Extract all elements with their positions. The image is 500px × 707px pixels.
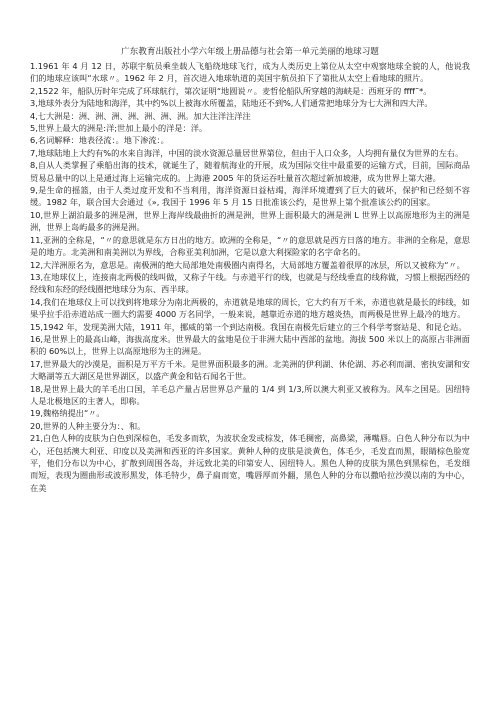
question-3: 3,地球外表分为陆地和海洋，其中约%以上被海水所覆盖，陆地还不到%,人们通常把地球分为七大洲和四大洋。 [30,98,433,109]
question-11: 11,亚洲的全称是，“〃的意思就是东方日出的地方。欧洲的全称是，“〃的意思就是西方日落的地方。非洲的全称是，意思是的地方。北美洲和南美洲以为界线，合称亚美利加洲，它是以意大利探险家的名字命名的。 [30,234,470,258]
question-9: 9,是生命的摇篮，由于人类过度开发和不当利用，海洋资源日益枯竭，海洋环境遭到了巨大的破坏，保护和已经刻不容缓。1982 年，联合国大会通过《», 我国于 1996 年 5 月 15 日批准该公约，是世界上第个批准该公约的国家。 [30,185,470,208]
question-19: 19,魏格纳提出“〃。 [30,408,105,419]
question-8: 8,自从人类掌握了乘船出海的技术，就诞生了，随着航海业的开展，成为国际交往中最重要的运输方式，目前，国际商品贸易总量中的以上是通过海上运输完成的。上海港 2005 年的货运吞吐量首次超过新加坡港，成为世界上第大港。 [30,160,470,183]
question-10: 10,世界上湖泊最多的洲是洲，世界上海岸线最曲折的洲是洲，世界上面积最大的洲是洲 L 世界上以高原地形为主的洲是洲，世界上岛屿最多的洲是洲。 [30,209,470,233]
question-15: 15,1942 年，发现美洲大陆，1911 年，挪威的第一个到达南极。我国在南极先后建立的三个科学考察站是、和昆仑站。 [30,321,467,332]
question-12: 12,大洋洲原名为，意思是。南极洲的绝大局部地处南极圈内南得名，大局部地方覆盖着很厚的冰层，所以又被称为“〃。 [30,259,465,270]
question-16: 16,是世界上的最高山峰，海拔高度米。世界最大的盆地是位于非洲大陆中西部的盆地。海拔 500 米以上的高原占非洲面积的 60%以上，世界上以高原地形为主的洲是。 [30,333,470,357]
question-1: 1.1961 年 4 月 12 日，苏联宇航员乘坐载人飞船绕地球飞行，成为人类历史上第位从太空中观察地球全貌的人，他说我们的地球应该叫“水球〃。1962 年 2 月，首次进入地球轨道的美国宇航员拍下了第批从太空上看地球的照片。 [30,61,470,84]
question-4: 4,七大洲是：洲、洲、洲、洲、洲、洲、洲。加大注洋注洋注 [30,110,251,121]
question-18: 18,是世界上最大的羊毛出口国，羊毛总产量占居世界总产量的 1/4 到 1/3,所以澳大利亚又被称为。风车之国是。因纽特人是北极地区的主著人，即称。 [30,383,470,406]
page-title: 广东教育出版社小学六年级上册品德与社会第一单元美丽的地球习题 [121,47,379,57]
question-17: 17,世界最大的沙漠是，面积是万平方千米。是世界面积最多的洲。北美洲的伊利湖、休伦湖、苏必利而湖、密执安湖和安大略湖等五大湖区是世界湖区，以盛产黄金和钻石闻名于世。 [30,358,470,382]
question-14: 14,我们在地球仪上可以找到将地球分为南北两极的，赤道就是地球的周长，它大约有万千米，赤道也就是最长的纬线，如果乎拉手沿赤道站成一圈大约需要 4000 万名同学，一般来说，越靠近赤道的地方越炎热，而两极是世界上最冷的地方。 [30,296,470,320]
question-5: 5,世界上最大的洲是:洋;世加上最小的洋是：洋。 [30,123,208,134]
question-20: 20,世界的人种主要分为：、和。 [30,420,146,431]
body-text [30,60,470,494]
question-7: 7,地球陆地上大约有%的水来自海洋，中国的淡水资源总量居世界第位，但由于人口众多，人均拥有量仅为世界的左右。 [30,147,464,158]
question-2: 2,1522 年，船队历时年完成了环球航行，第次证明“地圆说〃。麦哲伦船队所穿越的海峡是：西班牙的 ffff˜*。 [30,85,432,96]
question-6: 6,名词解释：地表径流：。地下渗流：。 [30,135,169,146]
question-21: 21,白色人种的皮肤为白色到深棕色，毛发多而软，为波状金发或棕发，体毛稠密，高鼻梁，薄嘴唇。白色人种分布以为中心，还包括澳大利亚、印度以及美洲和西亚的许多国家。黄种人种的皮肤是淡黄色，体毛少，毛发直而黑，眼睛棕色脸宽平，他们分布以为中心，扩散到周围各岛，并远致北美的印第安人、因纽特人。黑色人种的皮肤为黑色到黑棕色，毛发细而短，表现为圈曲形或波形黑发，体毛特少，鼻子扁而宽，嘴唇厚而外翻，黑色人种的分布以撒哈拉沙漠以南的为中心，在美 [30,433,470,493]
question-13: 13,在地球仪上，连接南北两极的线叫做，又称子午线。与赤道平行的线，也就是与经线垂直的线称做，习惯上根据西经的经线和东经的经线圈把地球分为东、西半球。 [30,271,470,295]
